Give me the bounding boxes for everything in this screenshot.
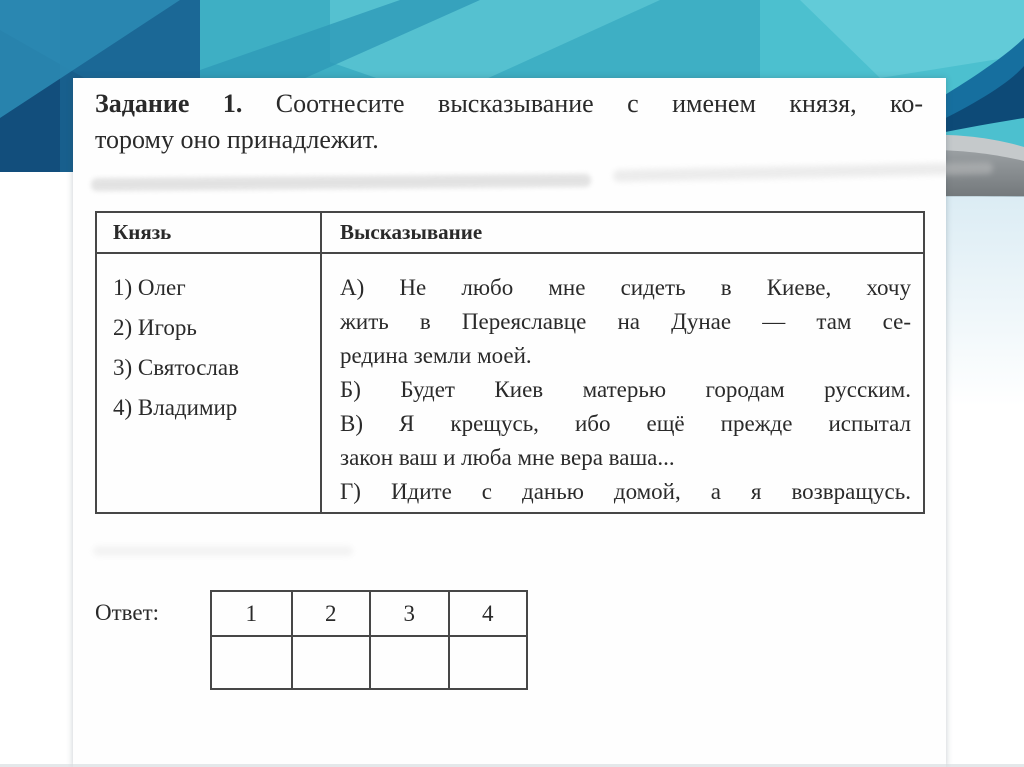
prince-item: 4) Владимир	[113, 395, 238, 420]
match-table	[95, 211, 925, 514]
task-number-label: Задание 1.	[95, 89, 243, 118]
statement-b-line: Б) Будет Киев матерью городам русским.	[340, 377, 911, 402]
header-statement-label: Высказывание	[340, 220, 483, 244]
answer-blank-cell	[448, 637, 527, 688]
task-title-line-1	[95, 86, 923, 122]
answer-column-header: 3	[369, 592, 448, 637]
statement-g	[340, 475, 911, 509]
prince-item: 2) Игорь	[113, 315, 197, 340]
answer-column-header: 4	[448, 592, 527, 637]
statement-a-line: жить в Переяславце на Дунае — там се-	[340, 309, 911, 334]
prince-list	[97, 254, 322, 512]
task-title-line-2: торому оно принадлежит.	[95, 125, 379, 154]
statement-v-line: В) Я крещусь, ибо ещё прежде испытал	[340, 411, 911, 436]
answer-column-header: 1	[212, 592, 291, 637]
faded-text-smudge	[93, 546, 353, 556]
statement-a-line: А) Не любо мне сидеть в Киеве, хочу	[340, 275, 911, 300]
statement-v-line: закон ваш и люба мне вера ваша...	[340, 445, 675, 470]
header-prince-label: Князь	[113, 220, 172, 244]
statement-a-line: редина земли моей.	[340, 343, 532, 368]
statement-g-line: Г) Идите с данью домой, а я возвращусь.	[340, 479, 911, 504]
answer-table	[210, 590, 528, 690]
prince-item: 3) Святослав	[113, 355, 239, 380]
statement-b	[340, 373, 911, 407]
answer-blank-cell	[212, 637, 291, 688]
statement-v	[340, 407, 911, 475]
answer-column-header: 2	[291, 592, 370, 637]
statement-a	[340, 271, 911, 373]
match-table-header-statement	[322, 213, 923, 254]
task-title	[95, 86, 923, 158]
right-margin-blue-wash	[946, 196, 1024, 406]
prince-item: 1) Олег	[113, 275, 186, 300]
statement-list	[322, 254, 923, 512]
worksheet-panel	[73, 78, 946, 767]
match-table-header-prince	[97, 213, 322, 254]
answer-blank-cell	[369, 637, 448, 688]
answer-label: Ответ:	[95, 600, 160, 625]
faded-text-smudge	[613, 162, 993, 182]
faded-text-smudge	[91, 174, 591, 191]
task-title-text: Соотнесите высказывание с именем князя, ко-	[275, 89, 924, 118]
answer-blank-cell	[291, 637, 370, 688]
